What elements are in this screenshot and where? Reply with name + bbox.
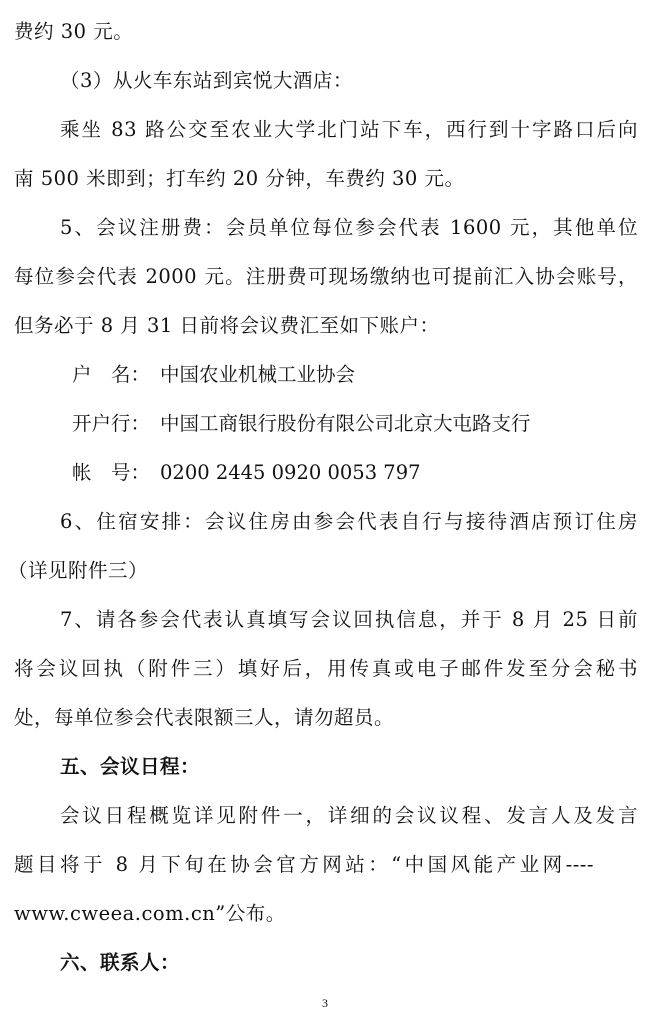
section-heading: 六、联系人： [60, 951, 181, 974]
text-line: 会议日程概览详见附件一，详细的会议议程、发言人及发言 [60, 804, 638, 827]
text-line: 将会议回执（附件三）填好后，用传真或电子邮件发至分会秘书 [14, 657, 638, 680]
text-line: 7、请各参会代表认真填写会议回执信息，并于 8 月 25 日前 [60, 608, 638, 631]
text-line: 南 500 米即到；打车约 20 分钟，车费约 30 元。 [14, 167, 465, 190]
website-line: www.cweea.com.cn”公布。 [14, 902, 286, 925]
account-bank-value: 中国工商银行股份有限公司北京大屯路支行 [160, 412, 531, 435]
text-line: 5、会议注册费：会员单位每位参会代表 1600 元，其他单位 [60, 216, 638, 239]
text-line: 费约 30 元。 [14, 20, 134, 43]
section-heading: 五、会议日程： [60, 755, 201, 778]
account-name-label: 户 名： [72, 363, 151, 386]
account-bank-label: 开户行： [72, 412, 151, 435]
text-line: 处，每单位参会代表限额三人，请勿超员。 [14, 706, 395, 729]
page-number: 3 [322, 996, 328, 1010]
text-line: 但务必于 8 月 31 日前将会议费汇至如下账户： [14, 314, 440, 337]
text-line: 6、住宿安排：会议住房由参会代表自行与接待酒店预订住房 [60, 510, 638, 533]
text-line: 乘坐 83 路公交至农业大学北门站下车，西行到十字路口后向 [60, 118, 638, 141]
text-line: （3）从火车东站到宾悦大酒店： [60, 69, 353, 92]
account-number-label: 帐 号： [72, 461, 151, 484]
account-name-value: 中国农业机械工业协会 [160, 363, 356, 386]
account-number-value: 0200 2445 0920 0053 797 [160, 461, 421, 484]
text-line: 每位参会代表 2000 元。注册费可现场缴纳也可提前汇入协会账号， [14, 265, 638, 288]
text-line: 题目将于 8 月下旬在协会官方网站：“中国风能产业网---- [14, 853, 594, 876]
text-line: （详见附件三） [8, 559, 149, 582]
